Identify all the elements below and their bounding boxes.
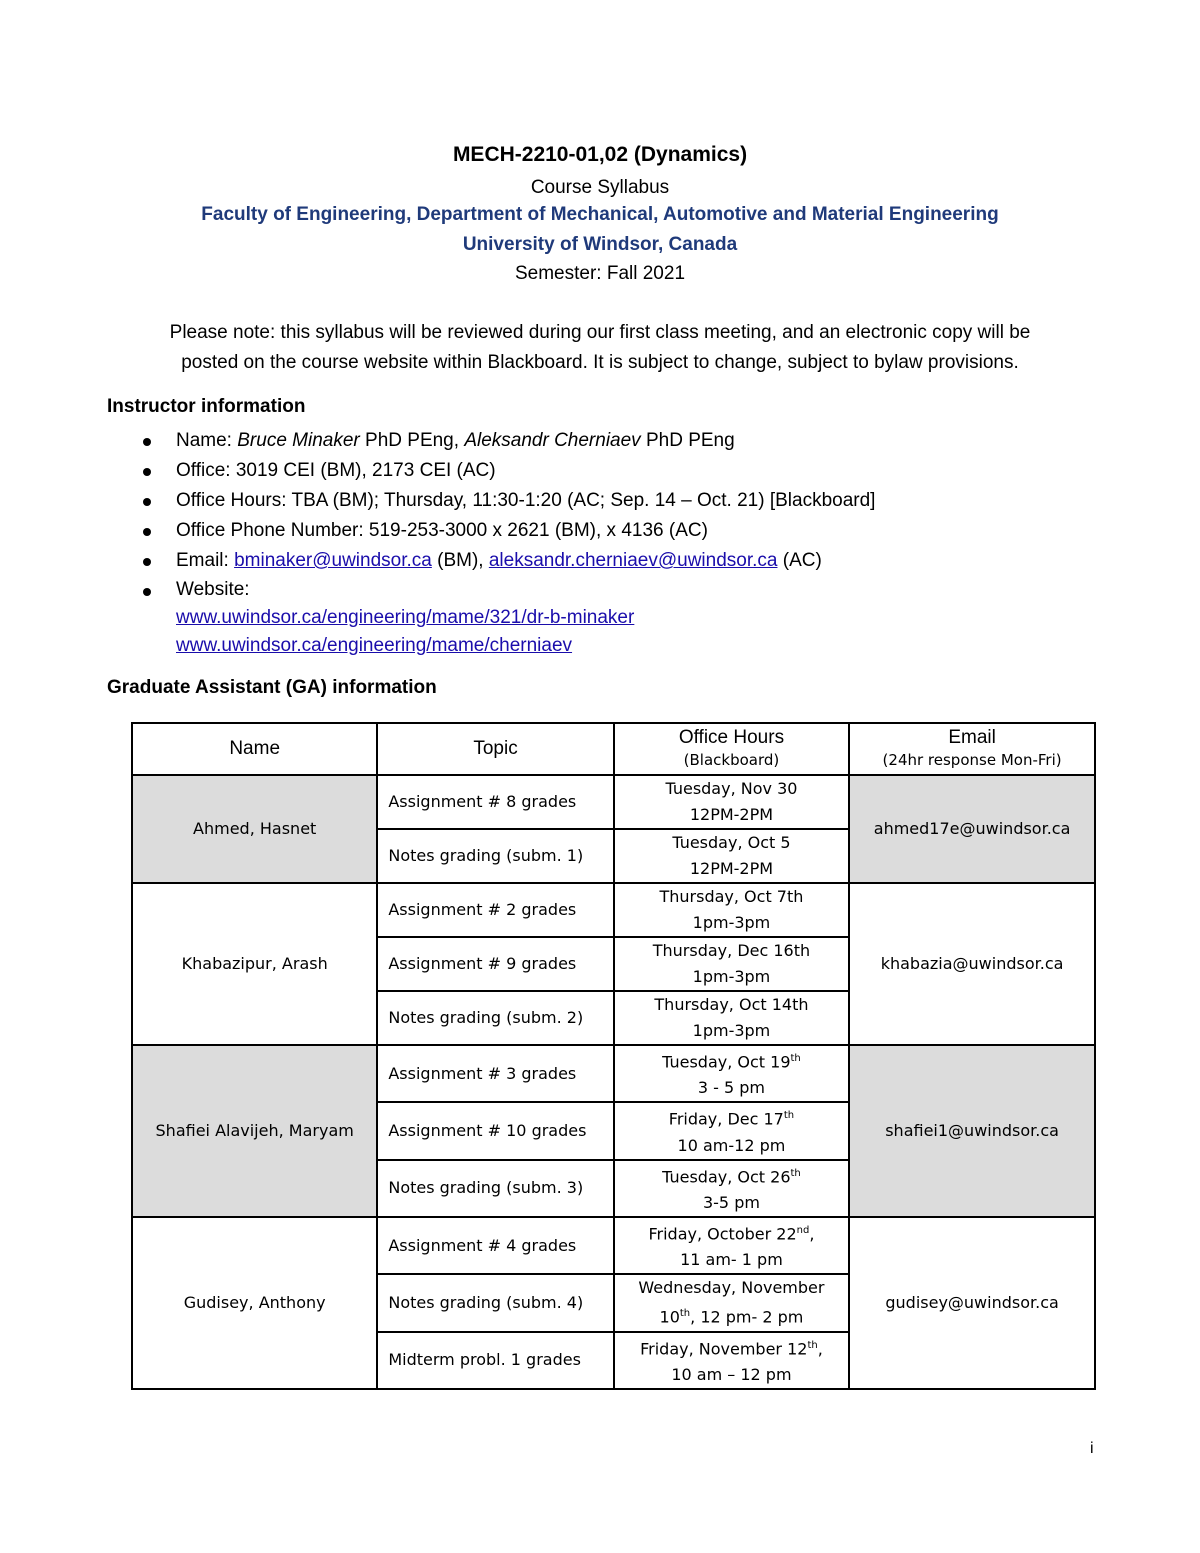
office-hours-time: 12PM-2PM [689, 805, 774, 824]
ga-office-hours-cell [614, 991, 849, 1045]
email-label: Email: [176, 550, 235, 571]
office-hours-line-1 [619, 1103, 844, 1132]
office-hours-day: Friday, October 22 [648, 1224, 797, 1244]
office-hours-day: Wednesday, November [638, 1278, 825, 1298]
office-hours-day: Friday, Dec 17 [668, 1109, 784, 1129]
syllabus-note [100, 318, 1100, 378]
email-header-sub: (24hr response Mon-Fri) [882, 751, 1062, 769]
column-header-email [849, 723, 1095, 775]
office-hours-day: Friday, November 12 [640, 1338, 808, 1358]
ga-name-cell: Ahmed, Hasnet [132, 775, 377, 883]
ordinal-suffix: th [790, 1053, 801, 1064]
email-header-label: Email [948, 727, 996, 748]
office-hours-day: Tuesday, Nov 30 [665, 779, 798, 798]
office-hours-line-2 [619, 1075, 844, 1101]
column-header-name: Name [132, 723, 377, 775]
email-2-suffix: (AC) [777, 550, 822, 571]
instructor-name-1-suffix: PhD PEng, [359, 430, 465, 451]
bullet-icon [143, 558, 151, 566]
instructor-name-item [0, 426, 875, 456]
office-hours-time: 1pm-3pm [692, 1021, 771, 1040]
office-hours-time: 3 - 5 pm [697, 1078, 766, 1098]
university-name: University of Windsor, Canada [462, 234, 738, 255]
bullet-icon [143, 588, 151, 596]
table-row [132, 883, 1095, 937]
office-hours-time: 1pm-3pm [692, 967, 771, 986]
ordinal-suffix: th [783, 1110, 795, 1122]
office-text: Office: 3019 CEI (BM), 2173 CEI (AC) [176, 460, 496, 481]
instructor-office-item [0, 456, 875, 486]
instructor-list [0, 426, 875, 660]
office-hours-line-2 [619, 1362, 844, 1388]
office-hours-time: 11 am- 1 pm [680, 1250, 783, 1270]
ga-topic-cell: Assignment # 8 grades [377, 775, 613, 829]
table-row [132, 1217, 1095, 1274]
instructor-name-2-suffix: PhD PEng [640, 430, 735, 451]
office-hours-time: 3-5 pm [702, 1192, 760, 1212]
office-hours-line-2 [619, 1247, 844, 1273]
office-hours-line-2 [619, 1301, 844, 1330]
bullet-icon [143, 438, 151, 446]
page-number: i [1090, 1440, 1094, 1457]
ga-office-hours-cell [614, 829, 849, 883]
office-hours-time: 10 am-12 pm [677, 1135, 786, 1155]
ga-email-cell: shafiei1@uwindsor.ca [849, 1045, 1095, 1217]
office-hours-header-label: Office Hours [678, 727, 785, 748]
office-hours-line-1 [619, 830, 844, 856]
ga-topic-cell: Assignment # 2 grades [377, 883, 613, 937]
ga-heading: Graduate Assistant (GA) information [107, 677, 437, 698]
instructor-website-item [0, 576, 875, 660]
office-hours-line-2 [619, 1190, 844, 1216]
ga-office-hours-cell [614, 1160, 849, 1217]
ga-office-hours-cell [614, 1274, 849, 1331]
semester-label: Semester: Fall 2021 [514, 263, 686, 284]
ordinal-suffix: nd [796, 1224, 810, 1236]
ga-email-cell: gudisey@uwindsor.ca [849, 1217, 1095, 1389]
office-hours-time: 12PM-2PM [689, 859, 774, 878]
email-1-suffix: (BM), [431, 550, 489, 571]
table-row [132, 775, 1095, 829]
email-link-bm[interactable]: bminaker@uwindsor.ca [234, 550, 432, 571]
ga-topic-cell: Notes grading (subm. 3) [377, 1160, 613, 1217]
office-hours-line-1 [619, 1333, 844, 1362]
office-hours-line-2 [619, 1133, 844, 1159]
ga-name-cell: Khabazipur, Arash [132, 883, 377, 1045]
instructor-email-item [0, 546, 875, 576]
office-hours-line-2 [619, 964, 844, 990]
ga-email-cell: ahmed17e@uwindsor.ca [849, 775, 1095, 883]
ga-office-hours-cell [614, 1102, 849, 1159]
note-line-2: posted on the course website within Blackboard. It is subject to change, subject to bylaw provisions. [181, 352, 1019, 373]
office-hours-line-1 [619, 1161, 844, 1190]
ga-topic-cell: Assignment # 10 grades [377, 1102, 613, 1159]
office-hours-day: Tuesday, Oct 5 [672, 833, 791, 852]
name-label: Name: [176, 430, 238, 451]
document-subtitle: Course Syllabus [530, 177, 670, 198]
office-hours-line-2 [619, 910, 844, 936]
bullet-icon [143, 498, 151, 506]
ga-office-hours-cell [614, 883, 849, 937]
ga-office-hours-cell [614, 937, 849, 991]
website-link-bm[interactable]: www.uwindsor.ca/engineering/mame/321/dr-b-minaker [176, 607, 635, 628]
phone-text: Office Phone Number: 519-253-3000 x 2621 (BM), x 4136 (AC) [176, 520, 708, 541]
ga-office-hours-cell [614, 775, 849, 829]
office-hours-line-1 [619, 992, 844, 1018]
instructor-office-hours-item [0, 486, 875, 516]
ga-topic-cell: Notes grading (subm. 2) [377, 991, 613, 1045]
office-hours-line-2 [619, 1018, 844, 1044]
office-hours-line-1 [619, 776, 844, 802]
instructor-name-2: Aleksandr Cherniaev [464, 430, 641, 451]
office-hours-time: 10 am – 12 pm [671, 1364, 792, 1384]
ga-office-hours-cell [614, 1332, 849, 1389]
ga-office-hours-cell [614, 1045, 849, 1102]
office-hours-line-1 [619, 1275, 844, 1301]
ga-name-cell: Gudisey, Anthony [132, 1217, 377, 1389]
ga-office-hours-cell [614, 1217, 849, 1274]
ordinal-suffix: th [790, 1167, 801, 1179]
ga-topic-cell: Notes grading (subm. 4) [377, 1274, 613, 1331]
office-hours-day: Tuesday, Oct 26 [662, 1166, 791, 1186]
instructor-heading: Instructor information [107, 396, 306, 417]
office-hours-line-2 [619, 856, 844, 882]
ga-name-cell: Shafiei Alavijeh, Maryam [132, 1045, 377, 1217]
office-hours-line-1 [619, 1046, 844, 1075]
office-hours-header-sub: (Blackboard) [683, 751, 780, 769]
office-hours-day: Thursday, Dec 16th [652, 941, 811, 960]
ga-topic-cell: Assignment # 3 grades [377, 1045, 613, 1102]
ga-email-cell: khabazia@uwindsor.ca [849, 883, 1095, 1045]
column-header-office-hours [614, 723, 849, 775]
office-hours-time: 10 [659, 1307, 680, 1327]
office-hours-time-tail: , 12 pm- 2 pm [690, 1307, 804, 1327]
note-line-1: Please note: this syllabus will be reviewed during our first class meeting, and an electronic copy will be [169, 322, 1031, 343]
instructor-phone-item [0, 516, 875, 546]
instructor-name-1: Bruce Minaker [237, 430, 360, 451]
office-hours-line-1 [619, 884, 844, 910]
email-link-ac[interactable]: aleksandr.cherniaev@uwindsor.ca [488, 550, 778, 571]
faculty-name: Faculty of Engineering, Department of Mechanical, Automotive and Material Engineering [201, 204, 999, 225]
column-header-topic: Topic [377, 723, 613, 775]
bullet-icon [143, 468, 151, 476]
office-hours-day-tail: , [817, 1338, 823, 1358]
office-hours-day: Thursday, Oct 14th [654, 995, 809, 1014]
table-header-row [132, 723, 1095, 775]
website-label: Website: [176, 579, 250, 600]
office-hours-line-1 [619, 1218, 844, 1247]
office-hours-time: 1pm-3pm [692, 913, 771, 932]
ga-topic-cell: Notes grading (subm. 1) [377, 829, 613, 883]
document-title: MECH-2210-01,02 (Dynamics) [452, 143, 748, 166]
ordinal-suffix: th [679, 1308, 691, 1320]
ga-table [131, 722, 1096, 1390]
ga-table-body [132, 775, 1095, 1389]
ga-topic-cell: Assignment # 9 grades [377, 937, 613, 991]
ga-topic-cell: Assignment # 4 grades [377, 1217, 613, 1274]
office-hours-line-1 [619, 938, 844, 964]
bullet-icon [143, 528, 151, 536]
office-hours-day: Tuesday, Oct 19 [662, 1052, 791, 1072]
office-hours-text: Office Hours: TBA (BM); Thursday, 11:30-1:20 (AC; Sep. 14 – Oct. 21) [Blackboard] [176, 490, 876, 511]
website-link-ac[interactable]: www.uwindsor.ca/engineering/mame/cherniaev [176, 635, 573, 656]
ordinal-suffix: th [807, 1339, 818, 1351]
ga-topic-cell: Midterm probl. 1 grades [377, 1332, 613, 1389]
office-hours-line-2 [619, 802, 844, 828]
office-hours-day-tail: , [809, 1224, 815, 1244]
office-hours-day: Thursday, Oct 7th [659, 887, 804, 906]
table-row [132, 1045, 1095, 1102]
